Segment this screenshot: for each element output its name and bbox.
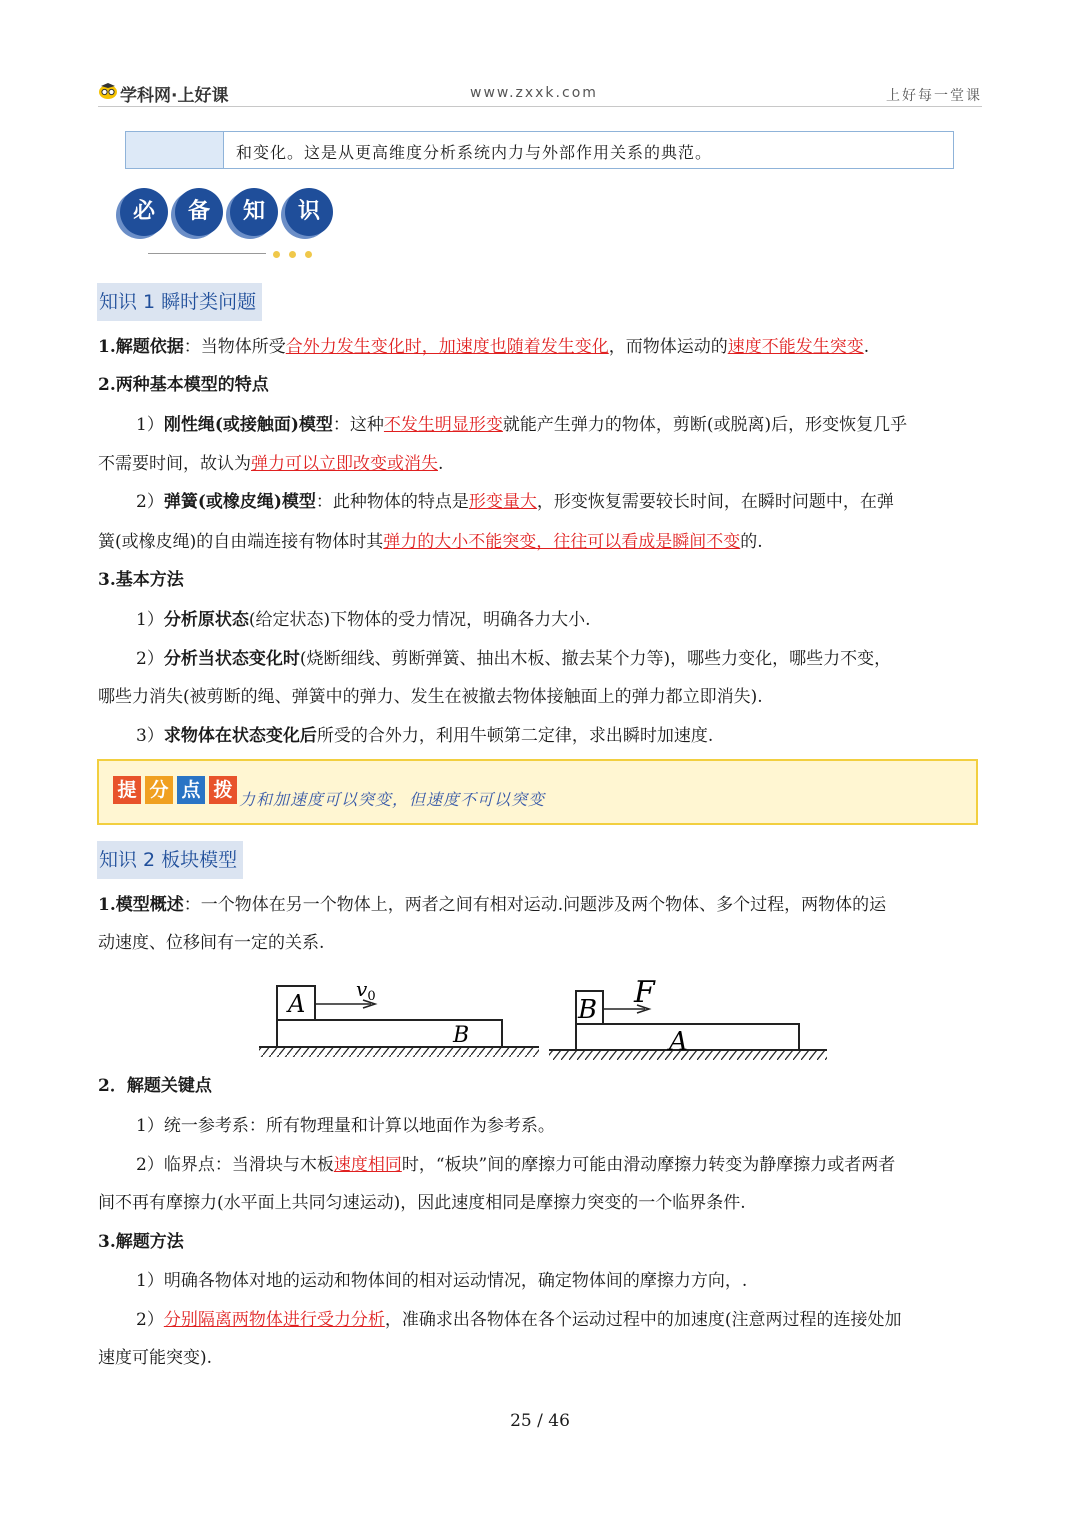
ground-hatch <box>259 1047 539 1057</box>
ground-hatch <box>549 1050 827 1060</box>
page-number: 25 / 46 <box>510 1411 570 1431</box>
section-title-char: 必 <box>120 188 168 236</box>
knowledge-1-heading: 知识 1 瞬时类问题 <box>97 283 262 321</box>
k1-method-step-3: 3）求物体在状态变化后所受的合外力，利用牛顿第二定律，求出瞬时加速度. <box>136 726 714 746</box>
section-title-char: 知 <box>230 188 278 236</box>
tip-badge: 分 <box>145 776 173 804</box>
k1-models-title: 2.两种基本模型的特点 <box>98 375 269 395</box>
block-a-label: A <box>288 990 306 1018</box>
velocity-label: $v_0$ <box>356 977 376 1004</box>
k1-method-step-2-cont: 哪些力消失(被剪断的绳、弹簧中的弹力、发生在被撤去物体接触面上的弹力都立即消失). <box>98 687 763 707</box>
k1-spring-model-line: 2）弹簧(或橡皮绳)模型：此种物体的特点是形变量大，形变恢复需要较长时间，在瞬时问题中，在弹 <box>136 492 894 512</box>
k1-basis-line: 1.解题依据：当物体所受合外力发生变化时，加速度也随着发生变化，而物体运动的速度不能发生突变. <box>98 337 870 357</box>
k2-keypoint-2-cont: 间不再有摩擦力(水平面上共同匀速运动)，因此速度相同是摩擦力突变的一个临界条件. <box>98 1193 746 1213</box>
slogan: 上好每一堂课 <box>886 88 982 104</box>
section-title-char: 备 <box>175 188 223 236</box>
header-rule <box>98 106 982 107</box>
tip-badge: 拨 <box>209 776 237 804</box>
decor-dot <box>305 251 312 258</box>
section-title-rule <box>148 253 266 254</box>
force-label: F <box>634 975 655 1010</box>
logo-icon <box>98 82 118 100</box>
block-b-label: B <box>578 995 598 1025</box>
tip-box <box>97 759 978 825</box>
section-title-char: 识 <box>285 188 333 236</box>
k2-method-step-1: 1）明确各物体对地的运动和物体间的相对运动情况，确定物体间的摩擦力方向，. <box>136 1271 748 1291</box>
k1-rigid-model-line: 1）刚性绳(或接触面)模型：这种不发生明显形变就能产生弹力的物体，剪断(或脱离)后，形变恢复几乎 <box>136 415 908 435</box>
site-url: www.zxxk.com <box>470 85 598 101</box>
tip-text: 力和加速度可以突变，但速度不可以突变 <box>239 790 546 809</box>
k2-keypoint-1: 1）统一参考系：所有物理量和计算以地面作为参考系。 <box>136 1116 555 1136</box>
k2-keypoint-2: 2）临界点：当滑块与木板速度相同时，“板块”间的摩擦力可能由滑动摩擦力转变为静摩擦力或者两者 <box>136 1155 896 1175</box>
intro-box-text: 和变化。这是从更高维度分析系统内力与外部作用关系的典范。 <box>236 143 713 162</box>
k2-method-step-2: 2）分别隔离两物体进行受力分析，准确求出各物体在各个运动过程中的加速度(注意两过程的连接处加 <box>136 1310 902 1330</box>
k1-method-step-2: 2）分析当状态变化时(烧断细线、剪断弹簧、抽出木板、撤去某个力等)，哪些力变化，哪些力不变， <box>136 649 892 669</box>
logo-text: 学科网·上好课 <box>120 86 229 106</box>
k2-method-step-2-cont: 速度可能突变). <box>98 1348 213 1368</box>
decor-dot <box>289 251 296 258</box>
k1-rigid-model-line-2: 不需要时间，故认为弹力可以立即改变或消失. <box>98 454 444 474</box>
k2-overview-line: 1.模型概述：一个物体在另一个物体上，两者之间有相对运动.问题涉及两个物体、多个过程，两物体的运 <box>98 895 887 915</box>
intro-box-shade <box>126 132 224 168</box>
board-b-label: B <box>453 1023 470 1048</box>
knowledge-2-heading: 知识 2 板块模型 <box>97 841 243 879</box>
tip-badge: 点 <box>177 776 205 804</box>
board-block-figure-2 <box>545 970 835 1065</box>
k2-overview-line-2: 动速度、位移间有一定的关系. <box>98 933 325 953</box>
k2-keypoints-title: 2．解题关键点 <box>98 1076 212 1096</box>
tip-badge: 提 <box>113 776 141 804</box>
board-a-label: A <box>669 1027 688 1057</box>
k2-method-title: 3.解题方法 <box>98 1232 184 1252</box>
board-block-figure-1 <box>255 975 545 1065</box>
intro-box <box>125 131 954 169</box>
decor-dot <box>273 251 280 258</box>
k1-method-title: 3.基本方法 <box>98 570 184 590</box>
k1-method-step-1: 1）分析原状态(给定状态)下物体的受力情况，明确各力大小. <box>136 610 591 630</box>
k1-spring-model-line-2: 簧(或橡皮绳)的自由端连接有物体时其弹力的大小不能突变，往往可以看成是瞬间不变的. <box>98 532 763 552</box>
